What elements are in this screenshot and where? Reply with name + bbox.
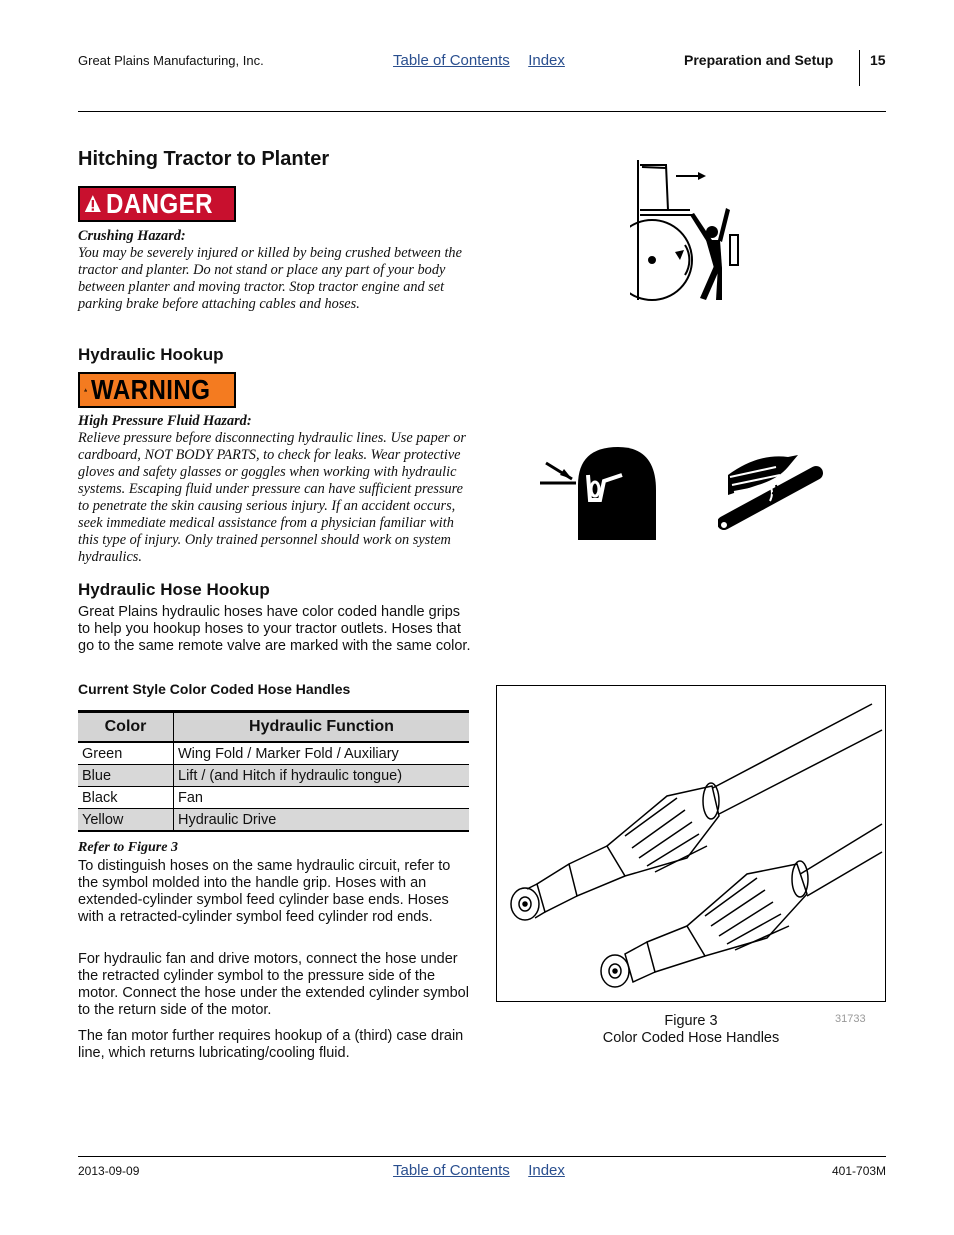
page-number: 15 [870, 52, 886, 68]
footer-toc-link[interactable]: Table of Contents [393, 1162, 510, 1179]
eye-protection-icon [538, 445, 658, 540]
header-company: Great Plains Manufacturing, Inc. [78, 53, 264, 68]
table-cell-function: Wing Fold / Marker Fold / Auxiliary [174, 742, 470, 765]
header-divider [859, 50, 860, 86]
table-cell-color: Green [78, 742, 174, 765]
table-cell-color: Black [78, 787, 174, 809]
header-toc-link[interactable]: Table of Contents [393, 52, 510, 69]
hydraulic-hookup-heading: Hydraulic Hookup [78, 345, 224, 364]
figure-caption-text: Color Coded Hose Handles [602, 1030, 780, 1046]
warning-hazard-text: Relieve pressure before disconnecting hydraulic lines. Use paper or cardboard, NOT BODY PARTS, to check for leaks. Wear protective gloves and safety glasses or goggles when working with hydraulic systems. Escaping fluid under pressure can have sufficient pressure to penetrate the skin causing serious injury. If an accident occurs, seek immediate medical assistance from a physician familiar with this type of injury. Only trained personnel should work on system hydraulics. [78, 430, 466, 565]
crushing-hazard-icon [630, 160, 750, 305]
table-cell-function: Lift / (and Hitch if hydraulic tongue) [174, 765, 470, 787]
alert-triangle-icon [84, 192, 102, 216]
hose-hookup-intro: Great Plains hydraulic hoses have color coded handle grips to help you hookup hoses to your tractor outlets. Hoses that go to the same remote valve are marked with the same color. [78, 604, 471, 654]
table-header-row [78, 712, 469, 743]
table-row [78, 809, 469, 832]
hose-hookup-heading: Hydraulic Hose Hookup [78, 580, 270, 599]
header-index-link[interactable]: Index [528, 52, 565, 69]
footer-doc-number: 401-703M [832, 1164, 887, 1178]
alert-triangle-icon [84, 378, 87, 402]
table-title: Current Style Color Coded Hose Handles [78, 681, 351, 697]
refer-figure-link[interactable]: Refer to Figure 3 [78, 840, 178, 855]
hose-color-table [78, 710, 469, 832]
table-cell-function: Hydraulic Drive [174, 809, 470, 832]
table-header-function: Hydraulic Function [174, 712, 470, 743]
hose-para-3: The fan motor further requires hookup of a (third) case drain line, which returns lubricating/cooling fluid. [78, 1028, 464, 1061]
hose-para-1: To distinguish hoses on the same hydraulic circuit, refer to the symbol molded into the handle grip. Hoses with an extended-cylinder symbol feed cylinder base ends. Hoses with a retracted-cylinder symbol feed cylinder rod ends. [78, 858, 451, 925]
footer-index-link[interactable]: Index [528, 1162, 565, 1179]
danger-sign [78, 186, 236, 222]
table-row [78, 742, 469, 765]
table-cell-color: Yellow [78, 809, 174, 832]
table-cell-color: Blue [78, 765, 174, 787]
table-row [78, 765, 469, 787]
danger-label: DANGER [105, 188, 213, 219]
table-header-color: Color [78, 712, 174, 743]
header-links [393, 52, 579, 70]
figure-caption [560, 1013, 822, 1047]
table-row [78, 787, 469, 809]
hose-handles-illustration [497, 686, 885, 1001]
fluid-injection-icon [718, 445, 828, 535]
danger-hazard-title: Crushing Hazard: [78, 228, 186, 244]
table-cell-function: Fan [174, 787, 470, 809]
hose-para-2: For hydraulic fan and drive motors, connect the hose under the retracted cylinder symbol to the pressure side of the motor. Connect the hose under the extended cylinder symbol to the return side of the motor. [78, 951, 469, 1018]
warning-sign [78, 372, 236, 408]
figure-number: 31733 [835, 1013, 866, 1025]
footer-date: 2013-09-09 [78, 1164, 140, 1178]
page-title: Hitching Tractor to Planter [78, 148, 330, 170]
footer-rule [78, 1156, 886, 1157]
warning-hazard-title: High Pressure Fluid Hazard: [78, 413, 252, 429]
warning-hazard-block [78, 413, 470, 566]
figure-3-frame [496, 685, 886, 1002]
danger-hazard-text: You may be severely injured or killed by being crushed between the tractor and planter. Do not stand or place any part of your body between planter and moving tractor. Stop tractor engine and set parking brake before attaching cables and hoses. [78, 245, 462, 312]
warning-label: WARNING [91, 374, 211, 405]
header-rule [78, 111, 886, 112]
header-section: Preparation and Setup [684, 52, 834, 68]
danger-hazard-block [78, 228, 470, 313]
footer-links [393, 1162, 579, 1180]
figure-label: Figure 3 [664, 1013, 718, 1029]
